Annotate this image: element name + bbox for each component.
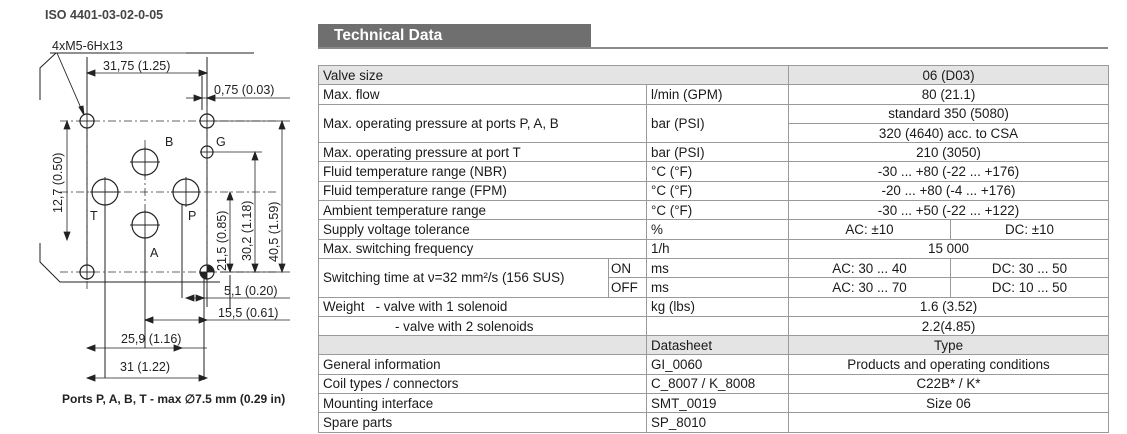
row-unit: 1/h (647, 239, 789, 258)
row-unit: ms (647, 278, 789, 297)
row-type: Products and operating conditions (789, 355, 1109, 374)
dim-top-right: 0,75 (0.03) (214, 83, 275, 97)
table-row (319, 181, 1109, 200)
row-label: Weight - valve with 1 solenoid (319, 297, 647, 316)
row-label: Coil types / connectors (319, 374, 647, 393)
row-unit (647, 316, 789, 335)
port-g-label: G (216, 135, 226, 149)
row-unit: l/min (GPM) (647, 85, 789, 104)
table-row (319, 143, 1109, 162)
row-label: Fluid temperature range (NBR) (319, 162, 647, 181)
table-row (319, 258, 1109, 277)
row-label: - valve with 2 solenoids (319, 316, 647, 335)
port-b-label: B (165, 135, 174, 149)
table-row (319, 220, 1109, 239)
row-value-dc: DC: 10 ... 50 (951, 278, 1109, 297)
row-value: 2.2(4.85) (789, 316, 1109, 335)
row-unit: kg (lbs) (647, 297, 789, 316)
row-unit: °C (°F) (647, 181, 789, 200)
row-label: Max. switching frequency (319, 239, 647, 258)
dim-b-25: 25,9 (1.16) (121, 332, 182, 346)
doc-header-blank (319, 336, 647, 355)
dim-v-30: 30,2 (1.18) (240, 200, 254, 261)
row-value: standard 350 (5080) (789, 104, 1109, 123)
row-value-ac: AC: 30 ... 70 (789, 278, 951, 297)
switch-on-label: ON (609, 258, 647, 277)
technical-data-table (318, 65, 1109, 433)
row-datasheet: C_8007 / K_8008 (647, 374, 789, 393)
thread-label: 4xM5-6Hx13 (52, 39, 123, 53)
row-unit: % (647, 220, 789, 239)
row-unit: bar (PSI) (647, 104, 789, 143)
row-datasheet: SP_8010 (647, 413, 789, 432)
row-value-ac: AC: ±10 (789, 220, 951, 239)
row-label: Valve size (319, 66, 789, 85)
table-row (319, 162, 1109, 181)
dim-v-21: 21,5 (0.85) (215, 210, 229, 271)
dim-r-15: 15,5 (0.61) (218, 306, 279, 320)
row-value: 1.6 (3.52) (789, 297, 1109, 316)
row-value: 15 000 (789, 239, 1109, 258)
section-title: Technical Data (318, 24, 591, 48)
table-row (319, 355, 1109, 374)
dim-b-31: 31 (1.22) (120, 360, 171, 374)
row-value: -30 ... +80 (-22 ... +176) (789, 162, 1109, 181)
row-value-dc: DC: ±10 (951, 220, 1109, 239)
port-p-label: P (188, 209, 197, 223)
row-value-dc: DC: 30 ... 50 (951, 258, 1109, 277)
ports-note: Ports P, A, B, T - max ∅7.5 mm (0.29 in) (62, 392, 286, 406)
row-value: 80 (21.1) (789, 85, 1109, 104)
row-label: Max. operating pressure at port T (319, 143, 647, 162)
table-row (319, 316, 1109, 335)
row-type (789, 413, 1109, 432)
row-value: 06 (D03) (789, 66, 1109, 85)
row-type: C22B* / K* (789, 374, 1109, 393)
doc-header-datasheet: Datasheet (647, 336, 789, 355)
table-row (319, 336, 1109, 355)
row-datasheet: SMT_0019 (647, 394, 789, 413)
row-label: General information (319, 355, 647, 374)
row-label: Switching time at ν=32 mm²/s (156 SUS) (319, 258, 609, 297)
row-unit: bar (PSI) (647, 143, 789, 162)
dim-v-40: 40,5 (1.59) (267, 201, 281, 262)
table-row (319, 66, 1109, 85)
iso-title: ISO 4401-03-02-0-05 (45, 8, 164, 22)
dim-r-5: 5,1 (0.20) (224, 284, 278, 298)
row-value: 320 (4640) acc. to CSA (789, 123, 1109, 142)
row-unit: °C (°F) (647, 162, 789, 181)
table-row (319, 104, 1109, 123)
dim-left-vertical: 12,7 (0.50) (51, 152, 65, 213)
table-row (319, 374, 1109, 393)
doc-header-type: Type (789, 336, 1109, 355)
row-label: Spare parts (319, 413, 647, 432)
row-type: Size 06 (789, 394, 1109, 413)
row-label: Supply voltage tolerance (319, 220, 647, 239)
row-label: Mounting interface (319, 394, 647, 413)
row-datasheet: GI_0060 (647, 355, 789, 374)
table-row (319, 201, 1109, 220)
row-label: Fluid temperature range (FPM) (319, 181, 647, 200)
mounting-interface-drawing (0, 0, 310, 434)
row-label: Max. flow (319, 85, 647, 104)
table-row (319, 394, 1109, 413)
port-t-label: T (90, 209, 98, 223)
table-row (319, 297, 1109, 316)
row-label: Ambient temperature range (319, 201, 647, 220)
dim-top-width: 31,75 (1.25) (103, 59, 171, 73)
row-label: Max. operating pressure at ports P, A, B (319, 104, 647, 143)
port-a-label: A (150, 246, 159, 260)
table-row (319, 239, 1109, 258)
switch-off-label: OFF (609, 278, 647, 297)
row-value-ac: AC: 30 ... 40 (789, 258, 951, 277)
row-unit: ms (647, 258, 789, 277)
table-row (319, 413, 1109, 432)
row-value: -20 ... +80 (-4 ... +176) (789, 181, 1109, 200)
row-value: -30 ... +50 (-22 ... +122) (789, 201, 1109, 220)
row-value: 210 (3050) (789, 143, 1109, 162)
table-row (319, 85, 1109, 104)
row-unit: °C (°F) (647, 201, 789, 220)
header-rule (318, 47, 1108, 49)
